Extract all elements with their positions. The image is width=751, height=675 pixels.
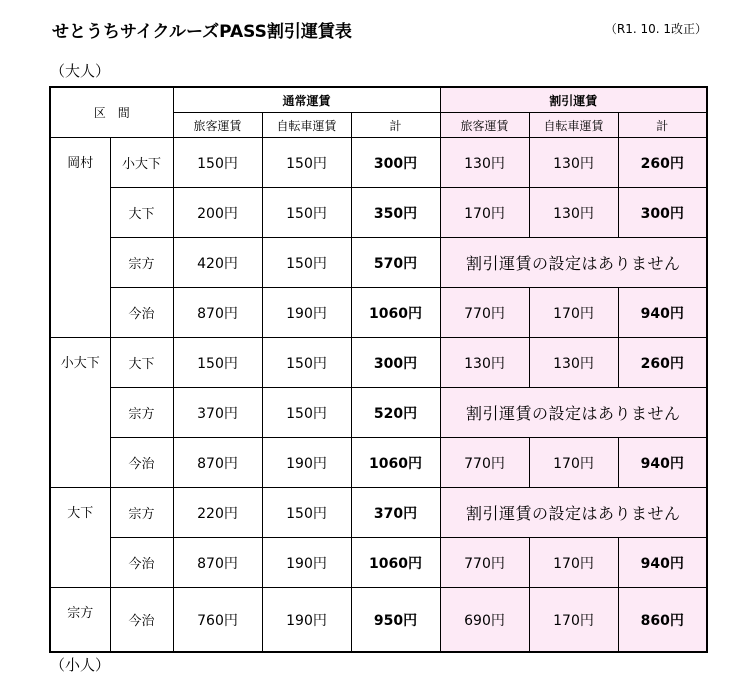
discount-passenger-fare: 170円 [440, 188, 529, 238]
discount-passenger-header: 旅客運賃 [440, 113, 529, 138]
regular-total-fare: 370円 [351, 488, 440, 538]
regular-passenger-fare: 150円 [173, 138, 262, 188]
discount-bicycle-fare: 130円 [529, 338, 618, 388]
destination-port: 小大下 [110, 138, 173, 188]
origin-port: 宗方 [50, 588, 110, 653]
regular-bicycle-fare: 190円 [262, 588, 351, 653]
fare-table-body [50, 138, 707, 653]
discount-total-fare: 860円 [618, 588, 707, 653]
regular-passenger-fare: 760円 [173, 588, 262, 653]
regular-passenger-fare: 870円 [173, 438, 262, 488]
destination-port: 今治 [110, 288, 173, 338]
regular-passenger-fare: 870円 [173, 538, 262, 588]
regular-total-fare: 950円 [351, 588, 440, 653]
table-row [50, 438, 707, 488]
discount-passenger-fare: 770円 [440, 288, 529, 338]
regular-passenger-fare: 150円 [173, 338, 262, 388]
regular-passenger-fare: 200円 [173, 188, 262, 238]
destination-port: 大下 [110, 188, 173, 238]
page-title: せとうちサイクルーズPASS割引運賃表 [52, 22, 352, 42]
regular-bicycle-fare: 150円 [262, 338, 351, 388]
regular-bicycle-fare: 150円 [262, 138, 351, 188]
regular-passenger-header: 旅客運賃 [173, 113, 262, 138]
regular-passenger-fare: 870円 [173, 288, 262, 338]
no-discount-note: 割引運賃の設定はありません [440, 488, 707, 538]
origin-port: 小大下 [50, 338, 110, 488]
regular-passenger-fare: 370円 [173, 388, 262, 438]
regular-bicycle-header: 自転車運賃 [262, 113, 351, 138]
discount-total-fare: 260円 [618, 338, 707, 388]
revision-date: （R1. 10. 1改正） [604, 22, 707, 36]
regular-bicycle-fare: 150円 [262, 238, 351, 288]
discount-passenger-fare: 690円 [440, 588, 529, 653]
regular-fare-header: 通常運賃 [173, 87, 440, 113]
discount-total-fare: 260円 [618, 138, 707, 188]
regular-total-fare: 350円 [351, 188, 440, 238]
discount-bicycle-header: 自転車運賃 [529, 113, 618, 138]
section-label-child: （小人） [50, 656, 111, 674]
regular-bicycle-fare: 190円 [262, 288, 351, 338]
discount-fare-header: 割引運賃 [440, 87, 707, 113]
table-row [50, 388, 707, 438]
destination-port: 今治 [110, 538, 173, 588]
discount-bicycle-fare: 170円 [529, 588, 618, 653]
no-discount-note: 割引運賃の設定はありません [440, 238, 707, 288]
origin-port: 岡村 [50, 138, 110, 338]
table-row [50, 188, 707, 238]
discount-passenger-fare: 770円 [440, 438, 529, 488]
discount-total-fare: 940円 [618, 288, 707, 338]
regular-bicycle-fare: 190円 [262, 438, 351, 488]
regular-bicycle-fare: 150円 [262, 488, 351, 538]
regular-total-fare: 570円 [351, 238, 440, 288]
discount-total-header: 計 [618, 113, 707, 138]
destination-port: 宗方 [110, 388, 173, 438]
regular-bicycle-fare: 150円 [262, 188, 351, 238]
no-discount-note: 割引運賃の設定はありません [440, 388, 707, 438]
origin-port: 大下 [50, 488, 110, 588]
table-row [50, 238, 707, 288]
discount-total-fare: 940円 [618, 538, 707, 588]
table-row [50, 588, 707, 653]
regular-total-fare: 1060円 [351, 288, 440, 338]
table-row [50, 288, 707, 338]
discount-passenger-fare: 130円 [440, 138, 529, 188]
destination-port: 大下 [110, 338, 173, 388]
discount-passenger-fare: 130円 [440, 338, 529, 388]
destination-port: 今治 [110, 438, 173, 488]
discount-bicycle-fare: 130円 [529, 138, 618, 188]
destination-port: 宗方 [110, 238, 173, 288]
regular-passenger-fare: 420円 [173, 238, 262, 288]
fare-table [49, 86, 708, 653]
regular-bicycle-fare: 150円 [262, 388, 351, 438]
destination-port: 今治 [110, 588, 173, 653]
discount-bicycle-fare: 170円 [529, 438, 618, 488]
table-row [50, 488, 707, 538]
discount-total-fare: 300円 [618, 188, 707, 238]
discount-bicycle-fare: 170円 [529, 288, 618, 338]
discount-total-fare: 940円 [618, 438, 707, 488]
regular-total-fare: 1060円 [351, 538, 440, 588]
table-row [50, 138, 707, 188]
discount-bicycle-fare: 170円 [529, 538, 618, 588]
section-label-adult: （大人） [50, 62, 111, 80]
regular-total-fare: 300円 [351, 338, 440, 388]
table-row [50, 338, 707, 388]
regular-total-fare: 520円 [351, 388, 440, 438]
regular-total-fare: 300円 [351, 138, 440, 188]
section-header: 区 間 [50, 87, 173, 138]
regular-passenger-fare: 220円 [173, 488, 262, 538]
regular-total-fare: 1060円 [351, 438, 440, 488]
regular-total-header: 計 [351, 113, 440, 138]
table-row [50, 538, 707, 588]
discount-passenger-fare: 770円 [440, 538, 529, 588]
destination-port: 宗方 [110, 488, 173, 538]
regular-bicycle-fare: 190円 [262, 538, 351, 588]
discount-bicycle-fare: 130円 [529, 188, 618, 238]
